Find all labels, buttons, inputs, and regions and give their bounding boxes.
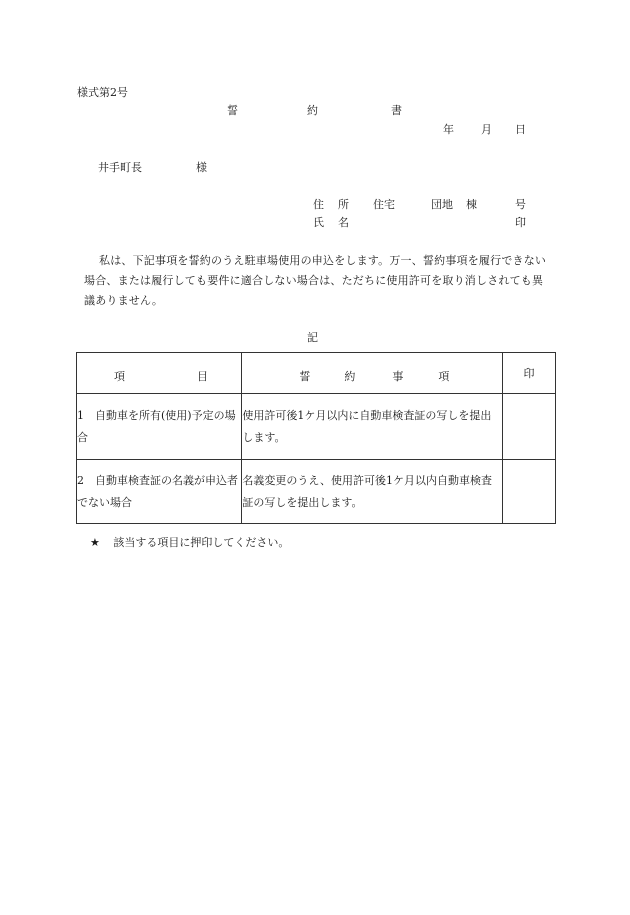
addressee-honorific: 様 (196, 161, 207, 174)
title-char-3: 書 (391, 104, 402, 117)
date-year: 年 (443, 123, 454, 136)
address-label-2: 所 (338, 198, 349, 211)
header-item (77, 353, 242, 394)
address-building: 棟 (466, 198, 477, 211)
address-complex: 団地 (431, 198, 453, 211)
name-seal: 印 (515, 216, 526, 229)
addressee (98, 161, 207, 174)
address-label-1: 住 (313, 198, 324, 211)
date-line (0, 124, 630, 136)
row-seal-box[interactable] (502, 394, 555, 460)
address-housing: 住宅 (373, 198, 395, 211)
note-text: 該当する項目に押印してください。 (113, 536, 290, 549)
address-room: 号 (515, 198, 526, 211)
row-seal-box[interactable] (502, 460, 555, 524)
header-pledge-char-4: 項 (438, 370, 450, 383)
header-seal: 印 (502, 353, 555, 394)
row-item: 1 自動車を所有(使用)予定の場合 (77, 394, 242, 460)
date-month: 月 (481, 123, 492, 136)
date-day: 日 (515, 123, 526, 136)
addressee-name: 井手町長 (98, 161, 142, 174)
address-line (0, 199, 630, 211)
pledge-statement: 私は、下記事項を誓約のうえ駐車場使用の申込をします。万一、誓約事項を履行できない場合、または履行しても要件に適合しない場合は、ただちに使用許可を取り消しされても異議ありません。 (84, 254, 547, 307)
name-label-2: 名 (338, 216, 349, 229)
table-row (77, 460, 556, 524)
header-item-char-2: 目 (197, 370, 208, 383)
row-pledge: 名義変更のうえ、使用許可後1ケ月以内自動車検査証の写しを提出します。 (242, 460, 503, 524)
table-row (77, 394, 556, 460)
name-label-1: 氏 (313, 216, 324, 229)
header-pledge (242, 353, 503, 394)
form-number: 様式第2号 (77, 86, 128, 99)
name-line (0, 217, 630, 229)
title-char-1: 誓 (227, 104, 238, 117)
ki-heading: 記 (307, 331, 318, 344)
header-item-char-1: 項 (114, 370, 125, 383)
instruction-note (90, 537, 289, 548)
pledge-table (76, 352, 556, 524)
star-icon: ★ (90, 536, 100, 549)
title-char-2: 約 (307, 104, 318, 117)
header-pledge-char-2: 約 (344, 370, 356, 383)
row-item: 2 自動車検査証の名義が申込者でない場合 (77, 460, 242, 524)
header-pledge-char-3: 事 (392, 370, 404, 383)
header-pledge-char-1: 誓 (299, 370, 311, 383)
row-pledge: 使用許可後1ケ月以内に自動車検査証の写しを提出します。 (242, 394, 503, 460)
table-header-row (77, 353, 556, 394)
